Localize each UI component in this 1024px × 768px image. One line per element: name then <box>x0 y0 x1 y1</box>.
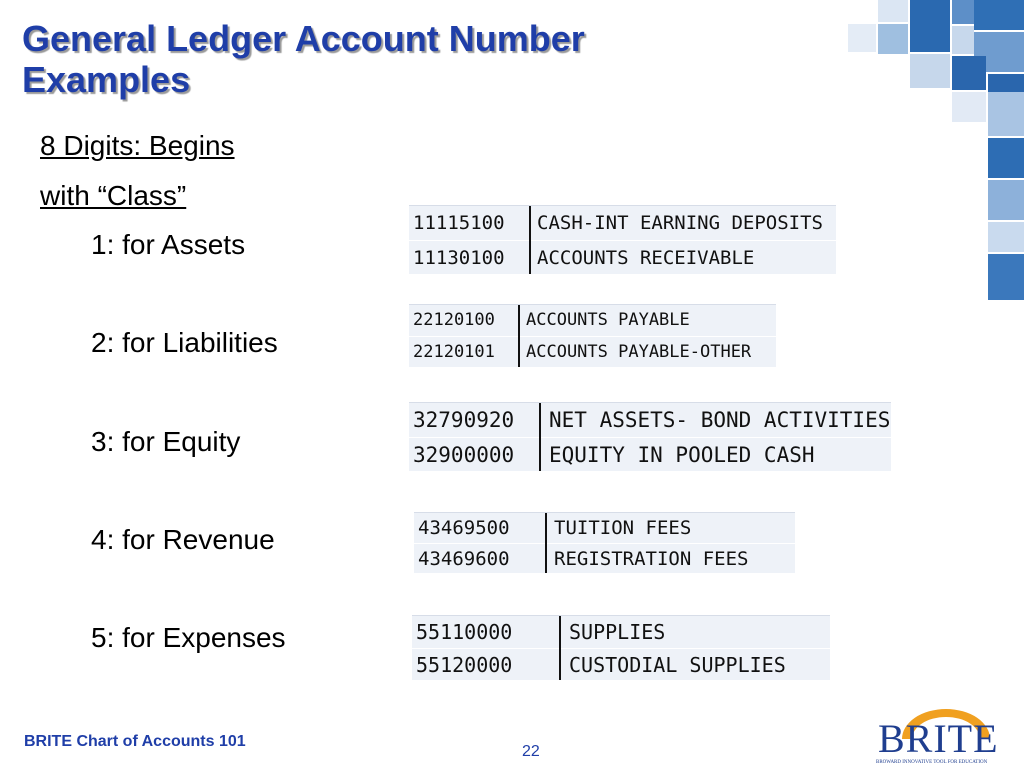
table-row <box>409 437 891 472</box>
account-name: CASH-INT EARNING DEPOSITS <box>537 212 823 234</box>
account-number: 43469500 <box>418 517 510 539</box>
account-name: TUITION FEES <box>554 517 692 539</box>
table-row <box>409 336 776 368</box>
account-number: 11115100 <box>413 212 505 234</box>
account-table-equity <box>409 402 891 471</box>
class-item-equity: 3: for Equity <box>91 426 241 457</box>
slide-title-line-2: Examples <box>22 59 191 100</box>
account-number: 43469600 <box>418 548 510 570</box>
account-number: 55110000 <box>416 620 513 644</box>
table-row <box>412 648 830 681</box>
account-number: 22120101 <box>413 342 495 362</box>
slide-title-line-1: General Ledger Account Number <box>22 18 585 59</box>
table-row <box>409 403 891 437</box>
class-item-liabilities: 2: for Liabilities <box>91 327 278 358</box>
account-number: 32900000 <box>413 443 515 467</box>
slide-title <box>22 18 782 100</box>
column-divider <box>559 616 561 680</box>
account-number: 11130100 <box>413 247 505 269</box>
page-number: 22 <box>522 743 540 760</box>
intro-line-2: with “Class” <box>40 180 187 211</box>
logo-wordmark: BRITE <box>878 716 999 761</box>
account-number: 55120000 <box>416 653 513 677</box>
account-table-expenses <box>412 615 830 680</box>
brite-logo <box>872 705 1020 765</box>
account-name: ACCOUNTS PAYABLE <box>526 310 690 330</box>
class-item-revenue: 4: for Revenue <box>91 524 275 555</box>
account-number: 32790920 <box>413 408 515 432</box>
account-name: SUPPLIES <box>569 620 666 644</box>
account-number: 22120100 <box>413 310 495 330</box>
class-item-assets: 1: for Assets <box>91 229 246 260</box>
class-item-expenses: 5: for Expenses <box>91 622 286 653</box>
account-name: EQUITY IN POOLED CASH <box>549 443 815 467</box>
column-divider <box>545 513 547 573</box>
logo-tagline: BROWARD INNOVATIVE TOOL FOR EDUCATION <box>876 760 988 765</box>
table-row <box>409 305 776 336</box>
table-row <box>412 616 830 648</box>
account-table-revenue <box>414 512 795 573</box>
account-table-assets <box>409 205 836 274</box>
column-divider <box>529 206 531 274</box>
intro-line-1: 8 Digits: Begins <box>40 130 235 161</box>
column-divider <box>518 305 520 367</box>
table-row <box>414 543 795 574</box>
account-name: REGISTRATION FEES <box>554 548 749 570</box>
column-divider <box>539 403 541 471</box>
table-row <box>409 240 836 275</box>
table-row <box>409 206 836 240</box>
footer-label: BRITE Chart of Accounts 101 <box>24 733 246 750</box>
table-row <box>414 513 795 543</box>
account-name: NET ASSETS- BOND ACTIVITIES <box>549 408 891 432</box>
account-name: ACCOUNTS PAYABLE-OTHER <box>526 342 752 362</box>
account-table-liabilities <box>409 304 776 367</box>
account-name: ACCOUNTS RECEIVABLE <box>537 247 755 269</box>
account-name: CUSTODIAL SUPPLIES <box>569 653 786 677</box>
